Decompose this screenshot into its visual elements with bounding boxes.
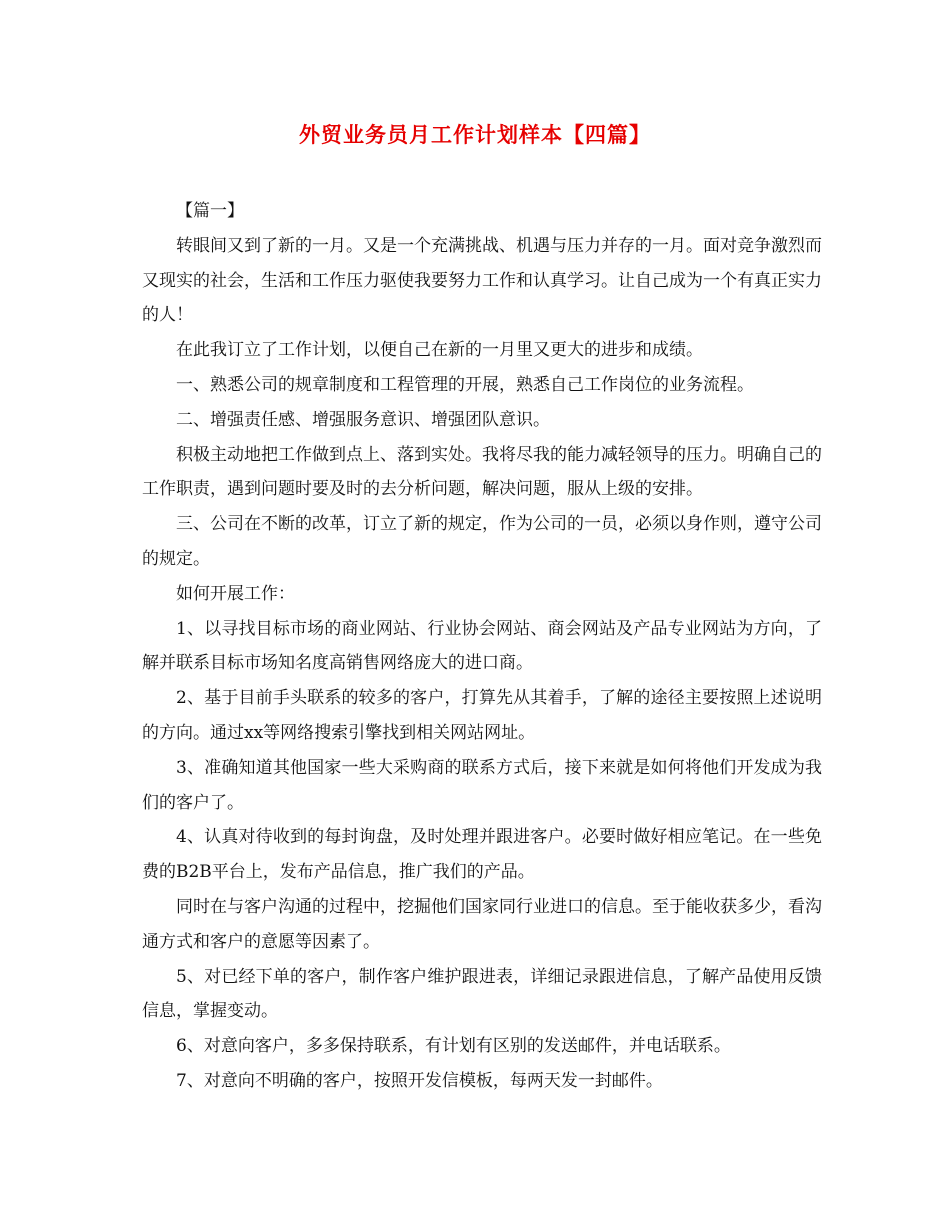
document-title: 外贸业务员月工作计划样本【四篇】 [299,123,651,147]
paragraph: 积极主动地把工作做到点上、落到实处。我将尽我的能力减轻领导的压力。明确自己的工作职责，遇到问题时要及时的去分析问题，解决问题，服从上级的安排。 [142,444,822,500]
paragraph: 3、准确知道其他国家一些大采购商的联系方式后，接下来就是如何将他们开发成为我们的客户了。 [142,757,822,813]
section-heading: 【篇一】 [176,201,244,221]
paragraph: 2、基于目前手头联系的较多的客户，打算先从其着手，了解的途径主要按照上述说明的方向。通过xx等网络搜索引擎找到相关网站网址。 [142,688,822,743]
paragraph: 7、对意向不明确的客户，按照开发信模板，每两天发一封邮件。 [176,1070,663,1091]
paragraph: 在此我订立了工作计划，以便自己在新的一月里又更大的进步和成绩。 [176,340,703,361]
document-body [142,194,822,1099]
paragraph: 6、对意向客户，多多保持联系，有计划有区别的发送邮件，并电话联系。 [176,1036,731,1057]
paragraph: 转眼间又到了新的一月。又是一个充满挑战、机遇与压力并存的一月。面对竞争激烈而又现实的社会，生活和工作压力驱使我要努力工作和认真学习。让自己成为一个有真正实力的人！ [142,235,822,326]
paragraph: 一、熟悉公司的规章制度和工程管理的开展，熟悉自己工作岗位的业务流程。 [176,374,754,395]
paragraph: 三、公司在不断的改革，订立了新的规定，作为公司的一员，必须以身作则，遵守公司的规定。 [142,514,822,569]
paragraph: 二、增强责任感、增强服务意识、增强团队意识。 [176,409,550,430]
paragraph: 1、以寻找目标市场的商业网站、行业协会网站、商会网站及产品专业网站为方向，了解并联系目标市场知名度高销售网络庞大的进口商。 [142,618,822,674]
paragraph: 5、对已经下单的客户，制作客户维护跟进表，详细记录跟进信息，了解产品使用反馈信息，掌握变动。 [142,966,822,1022]
paragraph: 如何开展工作： [176,583,295,604]
paragraph: 4、认真对待收到的每封询盘，及时处理并跟进客户。必要时做好相应笔记。在一些免费的B2B平台上，发布产品信息，推广我们的产品。 [142,827,822,883]
paragraph: 同时在与客户沟通的过程中，挖掘他们国家同行业进口的信息。至于能收获多少，看沟通方式和客户的意愿等因素了。 [142,896,822,952]
